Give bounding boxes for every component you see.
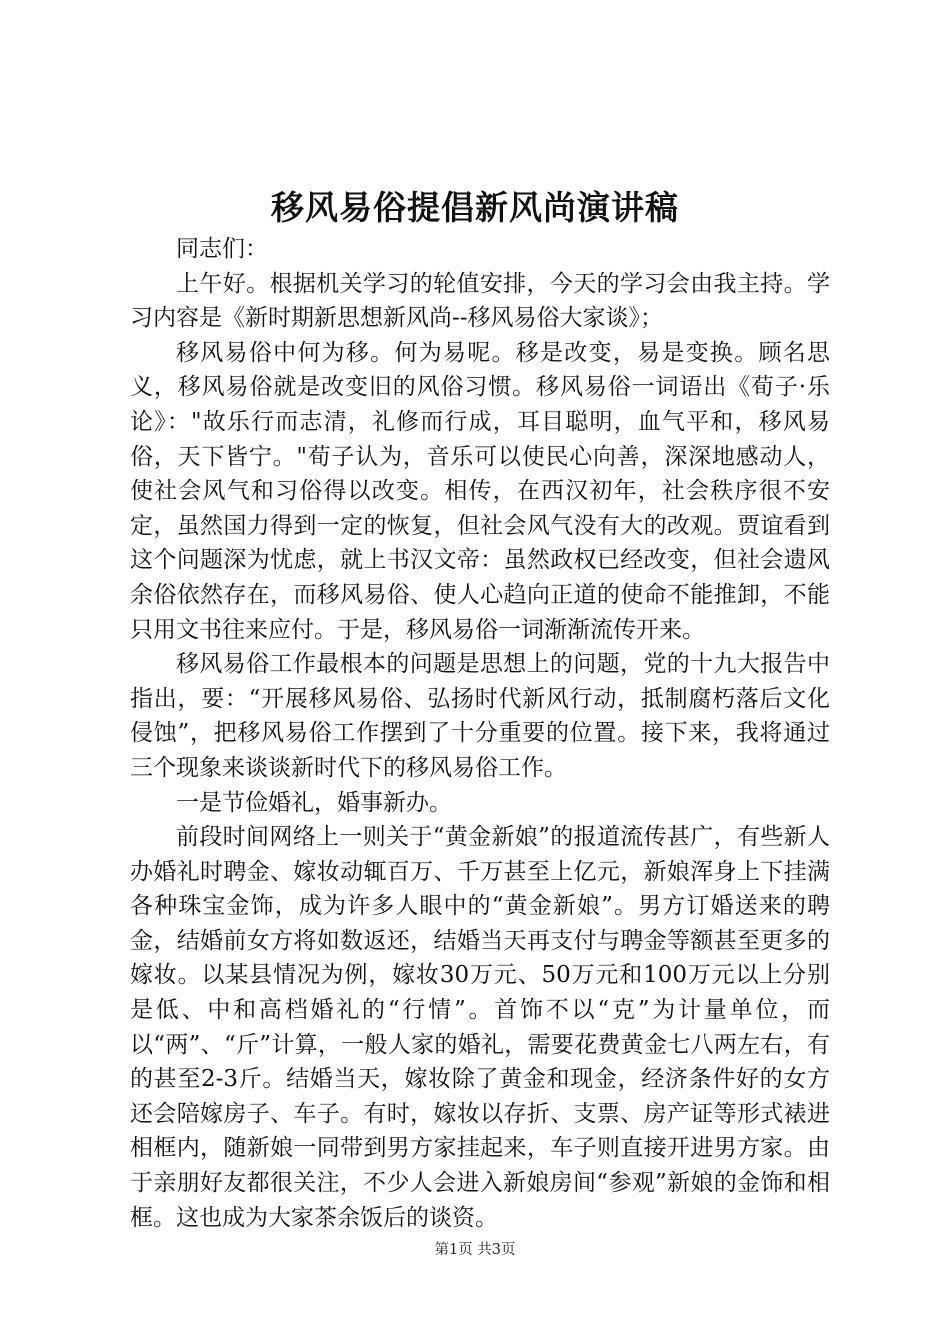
body-paragraph: 移风易俗中何为移。何为易呢。移是改变，易是变换。顾名思义，移风易俗就是改变旧的风俗习惯。移风易俗一词语出《荀子·乐论》："故乐行而志清，礼修而行成，耳目聪明，血气平和，移风易俗，天下皆宁。"荀子认为，音乐可以使民心向善，深深地感动人，使社会风气和习俗得以改变。相传，在西汉初年，社会秩序很不安定，虽然国力得到一定的恢复，但社会风气没有大的改观。贾谊看到这个问题深为忧虑，就上书汉文帝：虽然政权已经改变，但社会遗风余俗依然存在，而移风易俗、使人心趋向正道的使命不能推卸，不能只用文书往来应付。于是，移风易俗一词渐渐流传开来。 (130, 339, 830, 643)
document-title: 移风易俗提倡新风尚演讲稿 (271, 188, 679, 227)
document-body (130, 232, 830, 1235)
section-heading-paragraph: 一是节俭婚礼，婚事新办。 (176, 789, 452, 816)
body-paragraph: 移风易俗工作最根本的问题是思想上的问题，党的十九大报告中指出，要：“开展移风易俗、弘扬时代新风行动，抵制腐朽落后文化侵蚀”，把移风易俗工作摆到了十分重要的位置。接下来，我将通过三个现象来谈谈新时代下的移风易俗工作。 (130, 651, 830, 781)
body-paragraph: 上午好。根据机关学习的轮值安排，今天的学习会由我主持。学习内容是《新时期新思想新风尚--移风易俗大家谈》； (130, 270, 830, 332)
salutation-paragraph: 同志们： (176, 236, 268, 262)
body-paragraph: 前段时间网络上一则关于“黄金新娘”的报道流传甚广，有些新人办婚礼时聘金、嫁妆动辄百万、千万甚至上亿元，新娘浑身上下挂满各种珠宝金饰，成为许多人眼中的“黄金新娘”。男方订婚送来的聘金，结婚前女方将如数返还，结婚当天再支付与聘金等额甚至更多的嫁妆。以某县情况为例，嫁妆30万元、50万元和100万元以上分别是低、中和高档婚礼的“行情”。首饰不以“克”为计量单位，而以“两”、“斤”计算，一般人家的婚礼，需要花费黄金七八两左右，有的甚至2-3斤。结婚当天，嫁妆除了黄金和现金，经济条件好的女方还会陪嫁房子、车子。有时，嫁妆以存折、支票、房产证等形式裱进相框内，随新娘一同带到男方家挂起来，车子则直接开进男方家。由于亲朋好友都很关注，不少人会进入新娘房间“参观”新娘的金饰和相框。这也成为大家茶余饭后的谈资。 (130, 824, 830, 1231)
page-number-footer: 第1页 共3页 (434, 1242, 516, 1258)
